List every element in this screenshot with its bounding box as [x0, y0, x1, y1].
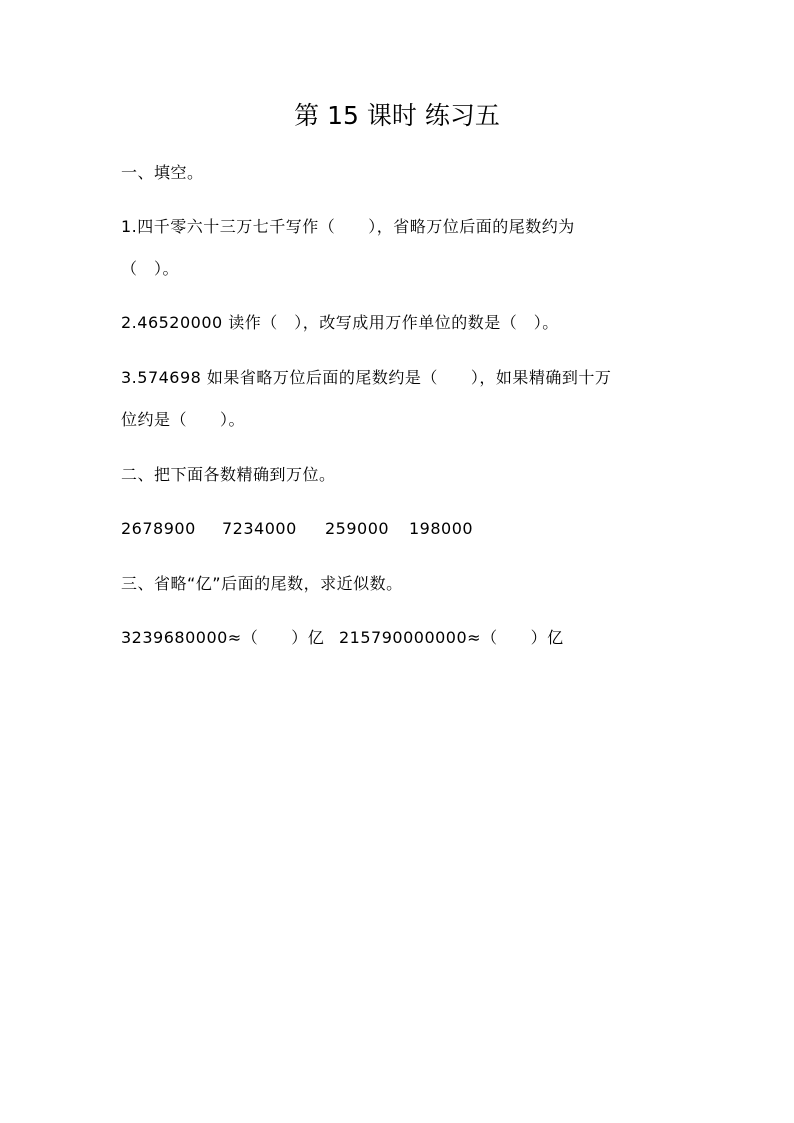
question3-line1: 3.574698 如果省略万位后面的尾数约是（ ），如果精确到十万	[121, 368, 612, 387]
approximation-list	[121, 626, 564, 650]
section3-heading: 三、省略“亿”后面的尾数，求近似数。	[121, 574, 403, 593]
question3-line2: 位约是（ ）。	[121, 410, 246, 429]
approximation-item: 215790000000≈（ ）亿	[339, 628, 564, 647]
section2-heading: 二、把下面各数精确到万位。	[121, 465, 336, 484]
question1-line1: 1.四千零六十三万七千写作（ ），省略万位后面的尾数约为	[121, 217, 575, 236]
question1-line2: （ ）。	[121, 259, 180, 278]
number-item: 7234000	[222, 519, 297, 538]
number-item: 259000	[325, 519, 390, 538]
page-title: 第 15 课时 练习五	[294, 101, 500, 130]
number-list	[121, 517, 473, 541]
section1-heading: 一、填空。	[121, 163, 204, 182]
number-item: 2678900	[121, 519, 196, 538]
question2: 2.46520000 读作（ ），改写成用万作单位的数是（ ）。	[121, 313, 559, 332]
approximation-item: 3239680000≈（ ）亿	[121, 628, 325, 647]
number-item: 198000	[409, 519, 474, 538]
